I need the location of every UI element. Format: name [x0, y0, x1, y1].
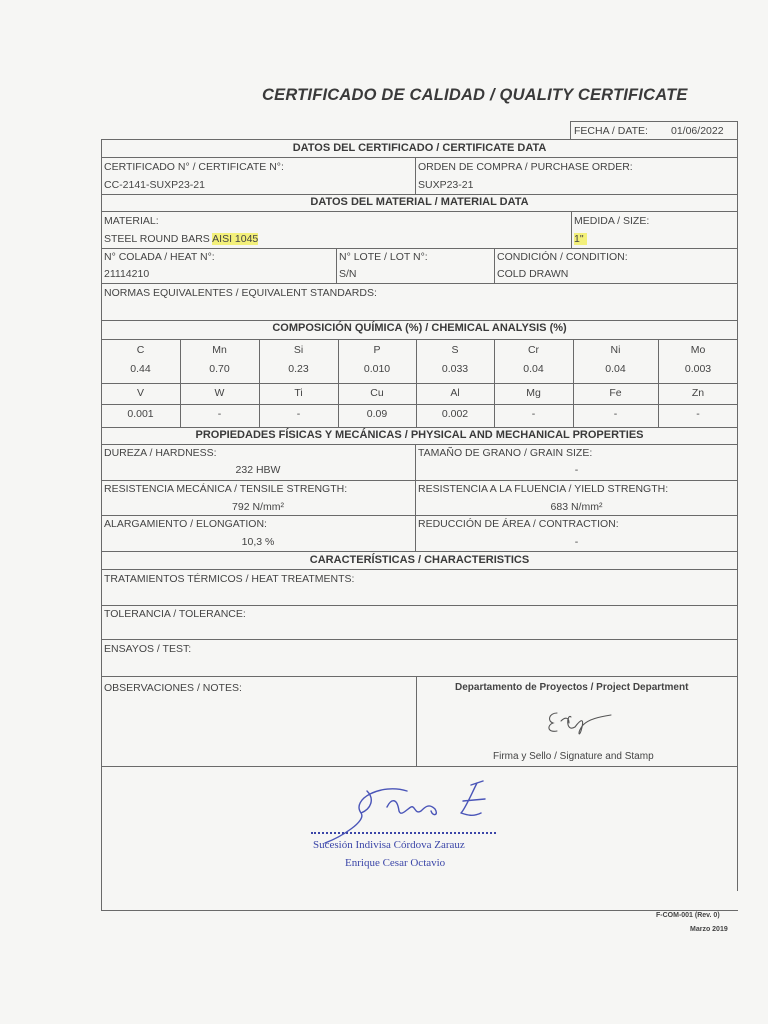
- certificate-number-label: CERTIFICADO N° / CERTIFICATE N°:: [104, 161, 284, 173]
- rule: [336, 248, 337, 283]
- element-value: -: [613, 408, 618, 420]
- rule: [101, 427, 738, 428]
- element-value: 0.001: [127, 408, 154, 420]
- element-value: 0.04: [523, 363, 544, 375]
- rule: [101, 766, 738, 767]
- heat-number-value: 21114210: [104, 268, 150, 280]
- rule: [101, 248, 738, 249]
- rule: [101, 910, 738, 911]
- rule: [101, 194, 738, 195]
- rule: [101, 339, 738, 340]
- signature-caption: Firma y Sello / Signature and Stamp: [493, 751, 654, 762]
- certificate-number-value: CC-2141-SUXP23-21: [104, 179, 205, 191]
- element-value: -: [296, 408, 301, 420]
- rule: [571, 211, 572, 248]
- date-box-top: [570, 121, 738, 122]
- rule: [101, 139, 738, 140]
- properties-header: PROPIEDADES FÍSICAS Y MECÁNICAS / PHYSICAL AND MECHANICAL PROPERTIES: [195, 429, 644, 441]
- rule: [101, 320, 738, 321]
- rule: [415, 444, 416, 551]
- material-grade: AISI 1045: [212, 233, 259, 245]
- element-value: 0.70: [209, 363, 230, 375]
- condition-value: COLD DRAWN: [497, 268, 569, 280]
- element-value: -: [531, 408, 536, 420]
- heat-treatments-label: TRATAMIENTOS TÉRMICOS / HEAT TREATMENTS:: [104, 573, 355, 585]
- form-date: Marzo 2019: [690, 926, 728, 933]
- element-symbol: V: [136, 387, 144, 399]
- elongation-label: ALARGAMIENTO / ELONGATION:: [104, 518, 267, 530]
- date-label: FECHA / DATE:: [574, 125, 648, 137]
- element-symbol: Ti: [294, 387, 303, 399]
- standards-label: NORMAS EQUIVALENTES / EQUIVALENT STANDARDS:: [104, 287, 377, 299]
- elongation-value: 10,3 %: [241, 536, 275, 548]
- element-value: 0.09: [366, 408, 388, 420]
- hardness-label: DUREZA / HARDNESS:: [104, 447, 217, 459]
- rule: [101, 383, 738, 384]
- grain-size-value: -: [574, 464, 579, 476]
- rule: [101, 605, 738, 606]
- yield-strength-label: RESISTENCIA A LA FLUENCIA / YIELD STRENGTH:: [418, 483, 669, 495]
- element-symbol: Ni: [610, 344, 621, 356]
- purchase-order-value: SUXP23-21: [418, 179, 474, 191]
- rule: [101, 639, 738, 640]
- element-symbol: C: [136, 344, 145, 356]
- rule: [101, 480, 738, 481]
- rule: [101, 551, 738, 552]
- element-value: 0.04: [605, 363, 626, 375]
- rule: [101, 569, 738, 570]
- element-value: 0.003: [684, 363, 712, 375]
- element-symbol: P: [373, 344, 381, 356]
- element-value: -: [217, 408, 222, 420]
- material-type: STEEL ROUND BARS: [104, 233, 210, 245]
- yield-strength-value: 683 N/mm²: [550, 501, 603, 513]
- element-symbol: Fe: [609, 387, 622, 399]
- form-code: F-COM-001 (Rev. 0): [656, 912, 720, 919]
- purchase-order-label: ORDEN DE COMPRA / PURCHASE ORDER:: [418, 161, 633, 173]
- rule: [101, 444, 738, 445]
- grain-size-label: TAMAÑO DE GRANO / GRAIN SIZE:: [418, 447, 593, 459]
- element-value: 0.23: [288, 363, 309, 375]
- tolerance-label: TOLERANCIA / TOLERANCE:: [104, 608, 246, 620]
- size-label: MEDIDA / SIZE:: [574, 215, 650, 227]
- material-label: MATERIAL:: [104, 215, 159, 227]
- tensile-strength-label: RESISTENCIA MECÁNICA / TENSILE STRENGTH:: [104, 483, 348, 495]
- element-symbol: Cu: [370, 387, 384, 399]
- rule: [101, 676, 738, 677]
- rule: [101, 157, 738, 158]
- element-symbol: Cr: [527, 344, 540, 356]
- lot-number-label: N° LOTE / LOT N°:: [339, 251, 428, 263]
- tests-label: ENSAYOS / TEST:: [104, 643, 192, 655]
- hardness-value: 232 HBW: [235, 464, 281, 476]
- tensile-strength-value: 792 N/mm²: [232, 501, 284, 513]
- rule: [415, 157, 416, 194]
- stamp-line-2: Enrique Cesar Octavio: [345, 857, 446, 869]
- rule: [101, 515, 738, 516]
- element-value: 0.033: [441, 363, 469, 375]
- material-value: [104, 233, 258, 245]
- size-value-text: 1": [574, 233, 587, 245]
- lot-number-value: S/N: [339, 268, 357, 280]
- element-symbol: Mo: [690, 344, 706, 356]
- heat-number-label: N° COLADA / HEAT N°:: [104, 251, 215, 263]
- material-data-header: DATOS DEL MATERIAL / MATERIAL DATA: [310, 196, 529, 208]
- stamp-dotted-line: [311, 832, 496, 834]
- size-value: [574, 233, 587, 245]
- element-value: 0.002: [441, 408, 469, 420]
- element-symbol: Al: [450, 387, 460, 399]
- rule: [101, 211, 738, 212]
- element-value: 0.010: [363, 363, 391, 375]
- contraction-value: -: [574, 536, 579, 548]
- department-label: Departamento de Proyectos / Project Department: [455, 682, 689, 693]
- department-signature: [541, 703, 621, 739]
- element-symbol: Zn: [691, 387, 705, 399]
- rule: [101, 283, 738, 284]
- element-symbol: Mg: [526, 387, 541, 399]
- certificate-data-header: DATOS DEL CERTIFICADO / CERTIFICATE DATA: [292, 142, 547, 154]
- element-symbol: Si: [293, 344, 304, 356]
- date-box-left: [570, 121, 571, 139]
- chemical-analysis-header: COMPOSICIÓN QUÍMICA (%) / CHEMICAL ANALYSIS (%): [272, 322, 567, 334]
- element-symbol: W: [214, 387, 225, 399]
- date-value: 01/06/2022: [671, 125, 724, 137]
- rule: [101, 404, 738, 405]
- characteristics-header: CARACTERÍSTICAS / CHARACTERISTICS: [309, 554, 530, 566]
- form-border-left: [101, 139, 102, 911]
- element-symbol: Mn: [212, 344, 227, 356]
- page-title: CERTIFICADO DE CALIDAD / QUALITY CERTIFICATE: [262, 86, 688, 104]
- rule: [494, 248, 495, 283]
- notes-label: OBSERVACIONES / NOTES:: [104, 682, 242, 694]
- element-symbol: S: [451, 344, 459, 356]
- stamp-line-1: Sucesión Indivisa Córdova Zarauz: [313, 839, 465, 851]
- contraction-label: REDUCCIÓN DE ÁREA / CONTRACTION:: [418, 518, 619, 530]
- element-value: 0.44: [130, 363, 151, 375]
- condition-label: CONDICIÓN / CONDITION:: [497, 251, 628, 263]
- element-value: -: [696, 408, 700, 420]
- rule: [416, 676, 417, 766]
- certificate-form: [101, 121, 738, 911]
